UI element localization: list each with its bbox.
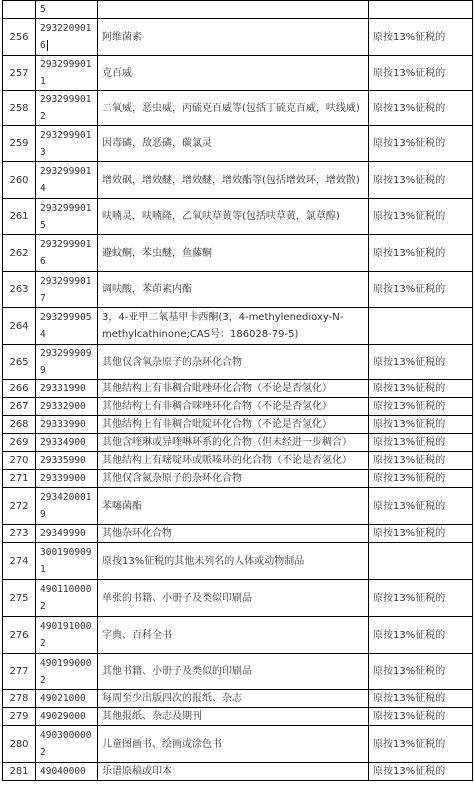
hs-code-cell: 49040000 [36, 763, 98, 781]
tariff-table [2, 0, 473, 781]
row-number-cell: 264 [3, 308, 36, 345]
table-row [3, 452, 473, 470]
description-cell: 原按13%征税的其他未列名的人体或动物制品 [98, 543, 369, 580]
tax-rate-note-cell [369, 308, 473, 345]
hs-code-cell: 49029000 [36, 708, 98, 726]
description-cell: 因毒磷，敌恶磷，碳氯灵 [98, 126, 369, 162]
description-cell: 阿维菌素 [98, 19, 369, 56]
hs-code-cell: 2932999014 [36, 162, 98, 199]
tax-rate-note-cell: 原按13%征税的 [369, 56, 473, 91]
tax-rate-note-cell: 原按13%征税的 [369, 19, 473, 56]
table-row [3, 345, 473, 380]
hs-code-cell: 29349990 [36, 525, 98, 543]
description-cell: 其他书籍、小册子及类似的印刷品 [98, 654, 369, 690]
tax-rate-note-cell: 原按13%征税的 [369, 345, 473, 380]
hs-code-cell: 3001909091 [36, 543, 98, 580]
description-cell: 每周至少出版四次的报纸、杂志 [98, 690, 369, 708]
tax-rate-note-cell: 原按13%征税的 [369, 398, 473, 416]
text-cursor [47, 40, 48, 51]
tax-rate-note-cell: 原按13%征税的 [369, 763, 473, 781]
hs-code-cell: 2932999011 [36, 56, 98, 91]
tax-rate-note-cell: 原按13%征税的 [369, 91, 473, 126]
row-number-cell: 271 [3, 470, 36, 488]
table-row [3, 308, 473, 345]
table-row [3, 708, 473, 726]
tax-rate-note-cell: 原按13%征税的 [369, 272, 473, 308]
description-cell: 其他含喹琳或异喹啉环系的化合物（但未经进一步稠合） [98, 434, 369, 452]
table-row [3, 19, 473, 56]
hs-code-cell: 2932999015 [36, 199, 98, 235]
description-cell: 其他结构上有非稠合吡唑环化合物（不论是否氢化） [98, 380, 369, 398]
description-cell: 二氧威，恶虫威，丙硫克百威等(包括丁硫克百威，呋线威) [98, 91, 369, 126]
hs-code-cell: 4901100002 [36, 580, 98, 617]
description-cell: 克百威 [98, 56, 369, 91]
row-number-cell: 274 [3, 543, 36, 580]
tax-rate-note-cell: 原按13%征税的 [369, 708, 473, 726]
table-row [3, 654, 473, 690]
table-row [3, 543, 473, 580]
tax-rate-note-cell: 原按13%征税的 [369, 416, 473, 434]
row-number-cell: 270 [3, 452, 36, 470]
tax-rate-note-cell: 原按13%征税的 [369, 452, 473, 470]
hs-code-cell: 2932999012 [36, 91, 98, 126]
table-body [3, 1, 473, 781]
hs-code-cell: 4901990002 [36, 654, 98, 690]
hs-code-cell: 29334900 [36, 434, 98, 452]
table-row [3, 380, 473, 398]
tax-rate-note-cell: 原按13%征税的 [369, 434, 473, 452]
tax-rate-note-cell: 原按13%征税的 [369, 470, 473, 488]
hs-code-cell: 5 [36, 1, 98, 19]
hs-code-cell: 2932209016 [36, 19, 98, 56]
row-number-cell: 272 [3, 488, 36, 525]
row-number-cell: 280 [3, 726, 36, 763]
description-cell: 3，4-亚甲二氧基甲卡西酮(3，4-methylenedioxy-N-methylcathinone;CAS号：186028-79-5) [98, 308, 369, 345]
description-cell [98, 1, 369, 19]
table-row [3, 91, 473, 126]
tax-rate-note-cell: 原按13%征税的 [369, 580, 473, 617]
row-number-cell: 281 [3, 763, 36, 781]
hs-code-cell: 2934200019 [36, 488, 98, 525]
row-number-cell: 276 [3, 617, 36, 654]
hs-code-cell: 49021000 [36, 690, 98, 708]
tax-rate-note-cell: 原按13%征税的 [369, 235, 473, 272]
table-row [3, 56, 473, 91]
hs-code-cell: 29333990 [36, 416, 98, 434]
table-row [3, 126, 473, 162]
row-number-cell: 263 [3, 272, 36, 308]
table-row [3, 726, 473, 763]
table-row [3, 398, 473, 416]
row-number-cell: 257 [3, 56, 36, 91]
table-row [3, 763, 473, 781]
description-cell: 字典、百科全书 [98, 617, 369, 654]
tax-rate-note-cell: 原按13%征税的 [369, 726, 473, 763]
row-number-cell: 277 [3, 654, 36, 690]
row-number-cell: 259 [3, 126, 36, 162]
table-row [3, 690, 473, 708]
description-cell: 增效砜，增效醚，增效醚，增效酯等(包括增效环，增效散) [98, 162, 369, 199]
hs-code-cell: 4901910002 [36, 617, 98, 654]
row-number-cell: 269 [3, 434, 36, 452]
hs-code-cell: 4903000002 [36, 726, 98, 763]
table-row [3, 580, 473, 617]
description-cell: 调呋酸，苯茚素内酯 [98, 272, 369, 308]
table-row [3, 199, 473, 235]
row-number-cell: 262 [3, 235, 36, 272]
table-row [3, 1, 473, 19]
hs-code-cell: 29339900 [36, 470, 98, 488]
hs-code-cell: 2932999054 [36, 308, 98, 345]
description-cell: 其他结构上有非稠合吡啶环化合物（不论是否氢化） [98, 416, 369, 434]
row-number-cell: 275 [3, 580, 36, 617]
table-row [3, 162, 473, 199]
tax-rate-note-cell: 原按13%征税的 [369, 162, 473, 199]
description-cell: 其他结构上有嘧啶环或哌嗪环的化合物（不论是否氢化） [98, 452, 369, 470]
description-cell: 儿童图画书、绘画或涂色书 [98, 726, 369, 763]
table-row [3, 525, 473, 543]
row-number-cell: 278 [3, 690, 36, 708]
row-number-cell: 273 [3, 525, 36, 543]
row-number-cell: 266 [3, 380, 36, 398]
hs-code-cell: 2932999099 [36, 345, 98, 380]
tax-rate-note-cell: 原按13%征税的 [369, 690, 473, 708]
table-row [3, 416, 473, 434]
description-cell: 其他仅含氧杂原子的杂环化合物 [98, 345, 369, 380]
tax-rate-note-cell: 原按13%征税的 [369, 617, 473, 654]
description-cell: 其他报纸、杂志及期刊 [98, 708, 369, 726]
tax-rate-note-cell: 原按13%征税的 [369, 654, 473, 690]
hs-code-cell: 2932999017 [36, 272, 98, 308]
table-row [3, 272, 473, 308]
table-row [3, 470, 473, 488]
table-row [3, 488, 473, 525]
hs-code-cell: 29332900 [36, 398, 98, 416]
table-row [3, 617, 473, 654]
row-number-cell [3, 1, 36, 19]
hs-code-cell: 29331990 [36, 380, 98, 398]
tax-rate-note-cell [369, 1, 473, 19]
tax-rate-note-cell: 原按13%征税的 [369, 488, 473, 525]
tax-rate-note-cell [369, 543, 473, 580]
tax-rate-note-cell: 原按13%征税的 [369, 199, 473, 235]
table-row [3, 434, 473, 452]
row-number-cell: 260 [3, 162, 36, 199]
row-number-cell: 261 [3, 199, 36, 235]
description-cell: 乐谱原稿或印本 [98, 763, 369, 781]
hs-code-cell: 29335990 [36, 452, 98, 470]
hs-code-cell: 2932999013 [36, 126, 98, 162]
row-number-cell: 265 [3, 345, 36, 380]
hs-code-cell: 2932999016 [36, 235, 98, 272]
description-cell: 呋喃灵，呋喃隆，乙氧呋草黄等(包括呋草黄，氯草醇) [98, 199, 369, 235]
description-cell: 其他结构上有非稠合咪唑环化合物（不论是否氢化） [98, 398, 369, 416]
row-number-cell: 256 [3, 19, 36, 56]
row-number-cell: 258 [3, 91, 36, 126]
row-number-cell: 267 [3, 398, 36, 416]
row-number-cell: 279 [3, 708, 36, 726]
description-cell: 避蚊酮，苯虫醚，鱼藤酮 [98, 235, 369, 272]
row-number-cell: 268 [3, 416, 36, 434]
table-row [3, 235, 473, 272]
tax-rate-note-cell: 原按13%征税的 [369, 126, 473, 162]
description-cell: 其他杂环化合物 [98, 525, 369, 543]
description-cell: 苯噻菌酯 [98, 488, 369, 525]
tax-rate-note-cell: 原按13%征税的 [369, 380, 473, 398]
description-cell: 单张的书籍、小册子及类似印刷品 [98, 580, 369, 617]
description-cell: 其他仅含氮杂原子的杂环化合物 [98, 470, 369, 488]
tax-rate-note-cell: 原按13%征税的 [369, 525, 473, 543]
